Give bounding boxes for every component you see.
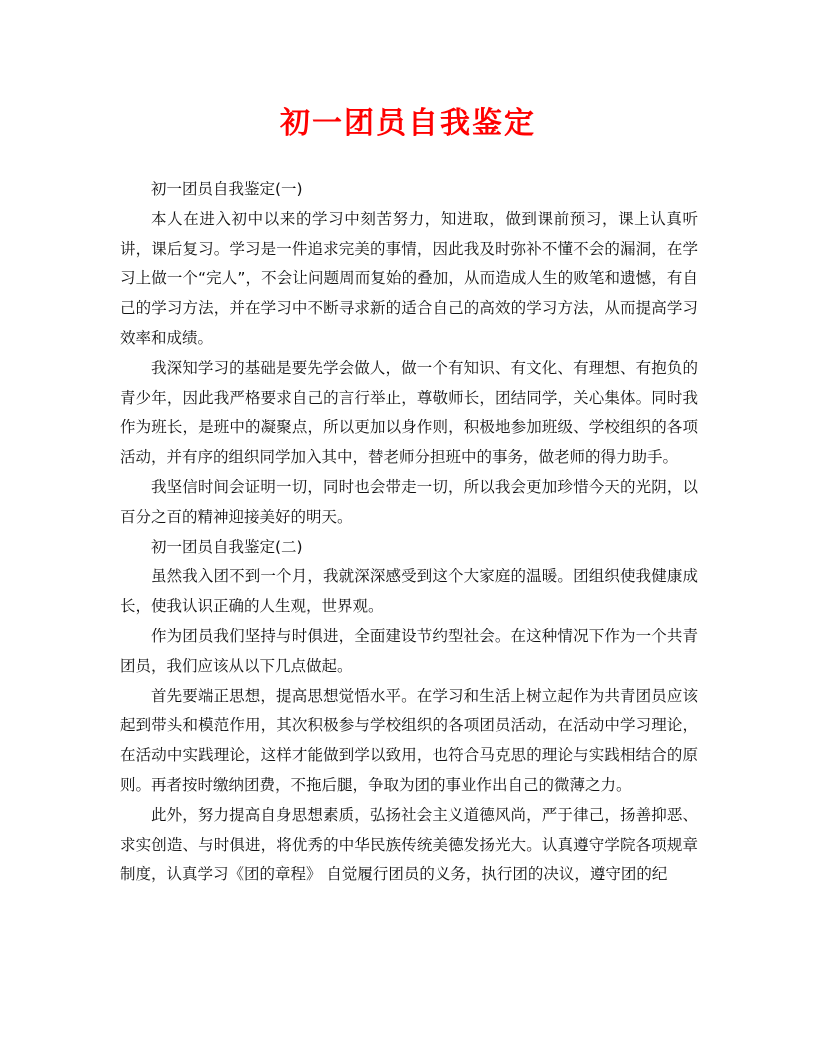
paragraph: 我深知学习的基础是要先学会做人，做一个有知识、有文化、有理想、有抱负的青少年，因此我严格要求自己的言行举止，尊敬师长，团结同学，关心集体。同时我作为班长，是班中的凝聚点，所以更加以身作则，积极地参加班级、学校组织的各项活动，并有序的组织同学加入其中，替老师分担班中的事务，做老师的得力助手。 (120, 358, 698, 467)
paragraph: 此外，努力提高自身思想素质，弘扬社会主义道德风尚，严于律己，扬善抑恶、求实创造、与时俱进，将优秀的中华民族传统美德发扬光大。认真遵守学院各项规章制度，认真学习《团的章程》 自觉履行团员的义务，执行团的决议，遵守团的纪 (120, 805, 698, 884)
paragraph: 本人在进入初中以来的学习中刻苦努力，知进取，做到课前预习，课上认真听讲，课后复习。学习是一件追求完美的事情，因此我及时弥补不懂不会的漏洞，在学习上做一个“完人”，不会让问题周而复始的叠加，从而造成人生的败笔和遗憾，有自己的学习方法，并在学习中不断寻求新的适合自己的高效的学习方法，从而提高学习效率和成绩。 (120, 209, 698, 347)
section-heading-2: 初一团员自我鉴定(二) (151, 537, 303, 556)
document-body (120, 175, 698, 890)
paragraph: 虽然我入团不到一个月，我就深深感受到这个大家庭的温暖。团组织使我健康成长，使我认识正确的人生观，世界观。 (120, 567, 698, 616)
paragraph: 我坚信时间会证明一切，同时也会带走一切，所以我会更加珍惜今天的光阴，以百分之百的精神迎接美好的明天。 (120, 477, 698, 526)
section-heading-1: 初一团员自我鉴定(一) (151, 180, 303, 198)
document-title: 初一团员自我鉴定 (280, 106, 536, 141)
paragraph: 首先要端正思想，提高思想觉悟水平。在学习和生活上树立起作为共青团员应该起到带头和模范作用，其次积极参与学校组织的各项团员活动，在活动中学习理论，在活动中实践理论，这样才能做到学以致用，也符合马克思的理论与实践相结合的原则。再者按时缴纳团费，不拖后腿，争取为团的事业作出自己的微薄之力。 (120, 686, 698, 794)
paragraph: 作为团员我们坚持与时俱进，全面建设节约型社会。在这种情况下作为一个共青团员，我们应该从以下几点做起。 (120, 626, 698, 675)
